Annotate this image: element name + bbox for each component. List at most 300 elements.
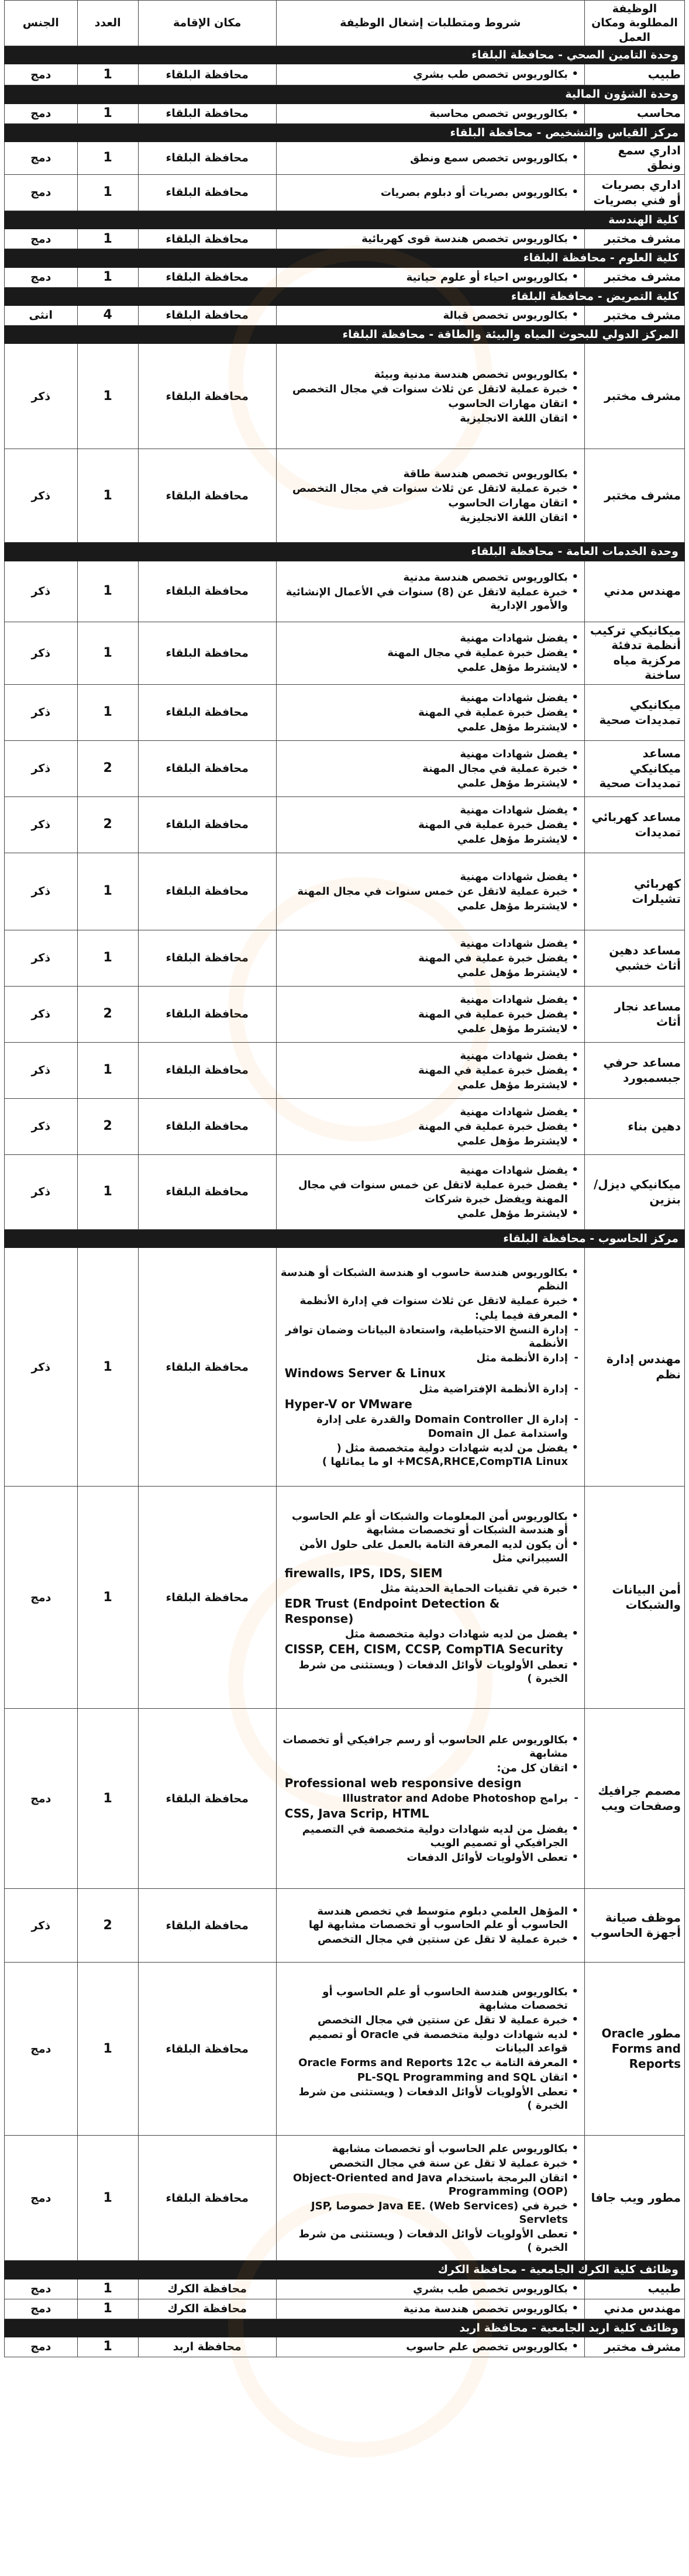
- job-requirements: [276, 142, 584, 174]
- vacancy-count: 1: [77, 1963, 138, 2136]
- requirement-item: • بكالوريوس هندسة الحاسوب أو علم الحاسوب أو تخصصات مشابهة: [280, 1985, 568, 2013]
- job-requirements: [276, 64, 584, 85]
- requirements-list: [280, 106, 581, 121]
- residence-place: محافظة البلقاء: [138, 229, 276, 249]
- jobs-table: [4, 0, 685, 2357]
- residence-place: محافظة البلقاء: [138, 1963, 276, 2136]
- requirements-list: [280, 67, 581, 82]
- job-row: [5, 1155, 685, 1230]
- job-requirements: [276, 104, 584, 123]
- job-row: [5, 2136, 685, 2261]
- requirements-list: [280, 1509, 581, 1687]
- requirement-item: • يفضل خبرة عملية في المهنة: [280, 818, 568, 832]
- requirement-item: • خبرة عملية لاتقل عن ثلاث سنوات في إدارة الأنظمة: [280, 1294, 568, 1308]
- section-title: مركز القياس والتشخيص - محافظة البلقاء: [5, 123, 685, 142]
- requirement-item: • لايشترط مؤهل علمي: [280, 832, 568, 847]
- job-requirements: [276, 1099, 584, 1155]
- job-requirements: [276, 1043, 584, 1099]
- job-row: [5, 622, 685, 684]
- job-row: [5, 1043, 685, 1099]
- requirement-item: • خبرة في Java EE. (Web Services) خصوصا JSP, Servlets: [280, 2199, 568, 2227]
- requirement-item: • لايشترط مؤهل علمي: [280, 776, 568, 791]
- section-header-row: [5, 1230, 685, 1248]
- vacancy-count: 2: [77, 987, 138, 1043]
- job-title: مساعد نجار أثاث: [584, 987, 684, 1043]
- requirement-item: • اتقان كل من:: [280, 1761, 568, 1775]
- job-row: [5, 142, 685, 174]
- requirement-item: • بكالوريوس تخصص هندسة مدنية وبيئة: [280, 367, 568, 382]
- requirement-item: • يفضل خبرة عملية في المهنة: [280, 1119, 568, 1134]
- vacancy-count: 1: [77, 229, 138, 249]
- vacancy-count: 1: [77, 930, 138, 987]
- job-title: مصمم جرافيك وصفحات ويب: [584, 1709, 684, 1889]
- vacancy-count: 1: [77, 267, 138, 287]
- job-row: [5, 685, 685, 741]
- requirements-list: [280, 1105, 581, 1149]
- gender: ذكر: [5, 685, 78, 741]
- job-title: موظف صيانة أجهزة الحاسوب: [584, 1889, 684, 1963]
- vacancy-count: 1: [77, 64, 138, 85]
- job-title: أمن البيانات والشبكات: [584, 1487, 684, 1709]
- job-requirements: [276, 797, 584, 853]
- requirement-item: • المعرفة فيما يلي:: [280, 1308, 568, 1323]
- residence-place: محافظة البلقاء: [138, 344, 276, 449]
- gender: ذكر: [5, 1043, 78, 1099]
- requirements-list: [280, 803, 581, 847]
- gender: دمج: [5, 1709, 78, 1889]
- requirement-item: • يفضل خبرة عملية في المهنة: [280, 1063, 568, 1078]
- job-requirements: [276, 1963, 584, 2136]
- section-header-row: [5, 287, 685, 305]
- requirement-item: • يفضل شهادات مهنية: [280, 747, 568, 761]
- section-title: وظائف كلية اربد الجامعية - محافظة اربد: [5, 2319, 685, 2337]
- vacancy-count: 1: [77, 1155, 138, 1230]
- requirement-item: • المعرفة التامة ب Oracle Forms and Reports 12c: [280, 2056, 568, 2070]
- gender: دمج: [5, 2136, 78, 2261]
- requirement-item: Windows Server & Linux: [284, 1366, 446, 1381]
- section-title: مركز الحاسوب - محافظة البلقاء: [5, 1230, 685, 1248]
- job-requirements: [276, 561, 584, 622]
- vacancy-count: 4: [77, 306, 138, 326]
- job-title: مطور Oracle Forms and Reports: [584, 1963, 684, 2136]
- requirement-item: • بكالوريوس تخصص هندسة مدنية: [280, 2302, 568, 2316]
- requirement-item: • تعطى الأولويات لأوائل الدفعات: [280, 1850, 568, 1865]
- job-requirements: [276, 175, 584, 211]
- section-title: وحدة الخدمات العامة - محافظة البلقاء: [5, 543, 685, 561]
- requirement-item: Hyper-V or VMware: [284, 1396, 412, 1411]
- requirement-item: • اتقان مهارات الحاسوب: [280, 496, 568, 511]
- job-row: [5, 64, 685, 85]
- job-row: [5, 987, 685, 1043]
- requirement-item: • بكالوريوس تخصص قبالة: [280, 308, 568, 323]
- job-title: مشرف مختبر: [584, 229, 684, 249]
- job-requirements: [276, 685, 584, 741]
- job-row: [5, 2279, 685, 2299]
- requirement-item: - إدارة الأنظمة الإفتراضية مثل: [280, 1382, 568, 1396]
- job-requirements: [276, 2279, 584, 2299]
- job-row: [5, 306, 685, 326]
- vacancy-count: 1: [77, 853, 138, 930]
- section-title: وظائف كلية الكرك الجامعية - محافظة الكرك: [5, 2261, 685, 2279]
- job-row: [5, 1963, 685, 2136]
- vacancy-count: 2: [77, 1889, 138, 1963]
- job-title: مشرف مختبر: [584, 2337, 684, 2357]
- requirement-item: • يفضل شهادات مهنية: [280, 1105, 568, 1119]
- requirement-item: • يفضل خبرة عملية في المهنة: [280, 1007, 568, 1022]
- requirement-item: • بكالوريوس تخصص هندسة مدنية: [280, 570, 568, 585]
- job-requirements: [276, 1487, 584, 1709]
- residence-place: محافظة البلقاء: [138, 2136, 276, 2261]
- requirements-list: [280, 691, 581, 734]
- residence-place: محافظة البلقاء: [138, 1155, 276, 1230]
- job-title: مشرف مختبر: [584, 449, 684, 543]
- requirement-item: - إدارة ال Domain Controller والقدرة على إدارة واستدامة عمل ال Domain: [280, 1412, 568, 1440]
- residence-place: محافظة البلقاء: [138, 1248, 276, 1487]
- gender: ذكر: [5, 344, 78, 449]
- requirement-item: • خبرة عملية لاتقل عن ثلاث سنوات في مجال التخصص: [280, 382, 568, 396]
- requirement-item: • بكالوريوس تخصص سمع ونطق: [280, 151, 568, 165]
- requirements-list: [280, 992, 581, 1036]
- gender: ذكر: [5, 987, 78, 1043]
- gender: ذكر: [5, 930, 78, 987]
- section-title: كلية التمريض - محافظة البلقاء: [5, 287, 685, 305]
- requirement-item: • بكالوريوس تخصص محاسبة: [280, 106, 568, 121]
- requirement-item: - إدارة الأنظمة مثل: [280, 1351, 568, 1365]
- requirement-item: • لايشترط مؤهل علمي: [280, 1078, 568, 1092]
- job-row: [5, 1709, 685, 1889]
- gender: ذكر: [5, 853, 78, 930]
- requirement-item: • خبرة عملية لا تقل عن سنة في مجال التخصص: [280, 2156, 568, 2171]
- requirement-item: • بكالوريوس احياء أو علوم حياتية: [280, 270, 568, 285]
- requirement-item: • اتقان البرمجة باستخدام Object-Oriented and Java Programming (OOP): [280, 2171, 568, 2199]
- requirement-item: • خبرة عملية في مجال المهنة: [280, 761, 568, 776]
- residence-place: محافظة البلقاء: [138, 561, 276, 622]
- job-requirements: [276, 930, 584, 987]
- jobs-body: [5, 46, 685, 2357]
- requirement-item: • لايشترط مؤهل علمي: [280, 1206, 568, 1221]
- requirement-item: • اتقان PL-SQL Programming and SQL: [280, 2070, 568, 2085]
- vacancy-count: 1: [77, 685, 138, 741]
- job-title: ميكانيكي ديزل/ بنزين: [584, 1155, 684, 1230]
- job-title: طبيب: [584, 64, 684, 85]
- requirements-list: [280, 747, 581, 791]
- section-header-row: [5, 211, 685, 229]
- residence-place: محافظة البلقاء: [138, 1889, 276, 1963]
- header-gender: الجنس: [5, 1, 78, 46]
- job-row: [5, 2337, 685, 2357]
- job-row: [5, 449, 685, 543]
- requirements-list: [280, 232, 581, 246]
- gender: دمج: [5, 175, 78, 211]
- vacancy-count: 1: [77, 104, 138, 123]
- vacancy-count: 1: [77, 449, 138, 543]
- requirements-list: [280, 308, 581, 323]
- gender: ذكر: [5, 449, 78, 543]
- header-job: الوظيفة المطلوبة ومكان العمل: [584, 1, 684, 46]
- requirement-item: • بكالوريوس تخصص هندسة طاقة: [280, 467, 568, 481]
- section-header-row: [5, 46, 685, 64]
- job-requirements: [276, 229, 584, 249]
- requirement-item: • بكالوريوس هندسة حاسوب او هندسة الشبكات أو هندسة النظم: [280, 1265, 568, 1294]
- job-requirements: [276, 449, 584, 543]
- residence-place: محافظة البلقاء: [138, 930, 276, 987]
- requirements-list: [280, 1985, 581, 2113]
- gender: ذكر: [5, 797, 78, 853]
- requirement-item: • تعطى الأولويات لأوائل الدفعات ( ويستثنى من شرط الخبرة ): [280, 2085, 568, 2113]
- requirements-list: [280, 870, 581, 913]
- gender: دمج: [5, 229, 78, 249]
- residence-place: محافظة البلقاء: [138, 741, 276, 797]
- requirement-item: - برامج Illustrator and Adobe Photoshop: [280, 1791, 568, 1806]
- requirements-list: [280, 1733, 581, 1865]
- residence-place: محافظة البلقاء: [138, 64, 276, 85]
- residence-place: محافظة البلقاء: [138, 1099, 276, 1155]
- requirement-item: • المؤهل العلمي دبلوم متوسط في تخصص هندسة الحاسوب أو علم الحاسوب أو تخصصات مشابهة لها: [280, 1904, 568, 1932]
- residence-place: محافظة البلقاء: [138, 175, 276, 211]
- requirement-item: Professional web responsive design: [284, 1775, 522, 1790]
- job-row: [5, 229, 685, 249]
- job-title: كهربائي تشيلرات: [584, 853, 684, 930]
- job-title: مشرف مختبر: [584, 306, 684, 326]
- job-title: مساعد دهين أثاث خشبي: [584, 930, 684, 987]
- gender: دمج: [5, 104, 78, 123]
- requirement-item: • خبرة في تقنيات الحماية الحديثة مثل: [280, 1581, 568, 1596]
- requirement-item: • تعطى الأولويات لأوائل الدفعات ( ويستثنى من شرط الخبرة ): [280, 2227, 568, 2255]
- requirements-list: [280, 270, 581, 285]
- job-row: [5, 741, 685, 797]
- job-title: مشرف مختبر: [584, 344, 684, 449]
- requirement-item: • بكالوريوس أمن المعلومات والشبكات أو علم الحاسوب أو هندسة الشبكات أو تخصصات مشابهة: [280, 1509, 568, 1537]
- job-requirements: [276, 306, 584, 326]
- requirement-item: EDR Trust (Endpoint Detection & Response): [284, 1596, 500, 1626]
- vacancy-count: 1: [77, 344, 138, 449]
- job-requirements: [276, 1155, 584, 1230]
- job-requirements: [276, 1709, 584, 1889]
- job-row: [5, 1099, 685, 1155]
- job-row: [5, 1248, 685, 1487]
- job-requirements: [276, 1889, 584, 1963]
- job-title: مشرف مختبر: [584, 267, 684, 287]
- residence-place: محافظة الكرك: [138, 2279, 276, 2299]
- requirement-item: • يفضل شهادات مهنية: [280, 870, 568, 884]
- section-header-row: [5, 123, 685, 142]
- job-row: [5, 2299, 685, 2319]
- requirement-item: • خبرة عملية لا تقل عن سنتين في مجال التخصص: [280, 1932, 568, 1947]
- requirement-item: • اتقان اللغة الانجليزية: [280, 411, 568, 426]
- requirement-item: • بكالوريوس بصريات أو دبلوم بصريات: [280, 185, 568, 200]
- requirement-item: • يفضل شهادات مهنية: [280, 691, 568, 705]
- vacancy-count: 1: [77, 622, 138, 684]
- section-title: المركز الدولي للبحوث المياه والبيئة والطاقة - محافظة البلقاء: [5, 326, 685, 344]
- residence-place: محافظة البلقاء: [138, 267, 276, 287]
- vacancy-count: 1: [77, 561, 138, 622]
- job-row: [5, 1487, 685, 1709]
- requirement-item: CSS, Java Scrip, HTML: [284, 1806, 429, 1821]
- job-row: [5, 267, 685, 287]
- vacancy-count: 1: [77, 2279, 138, 2299]
- requirement-item: • اتقان اللغة الانجليزية: [280, 511, 568, 525]
- vacancy-count: 2: [77, 741, 138, 797]
- job-row: [5, 344, 685, 449]
- requirement-item: • بكالوريوس علم الحاسوب أو تخصصات مشابهة: [280, 2142, 568, 2156]
- requirement-item: • يفضل من لديه شهادات دولية متخصصة مثل: [280, 1627, 568, 1642]
- requirement-item: • لديه شهادات دولية متخصصة في Oracle أو تصميم قواعد البيانات: [280, 2027, 568, 2056]
- job-title: مهندس مدني: [584, 561, 684, 622]
- residence-place: محافظة البلقاء: [138, 987, 276, 1043]
- requirements-list: [280, 1163, 581, 1220]
- header-count: العدد: [77, 1, 138, 46]
- requirements-list: [280, 2282, 581, 2296]
- job-row: [5, 1889, 685, 1963]
- vacancy-count: 2: [77, 797, 138, 853]
- residence-place: محافظة الكرك: [138, 2299, 276, 2319]
- vacancy-count: 1: [77, 1043, 138, 1099]
- vacancy-count: 2: [77, 1099, 138, 1155]
- vacancy-count: 1: [77, 2299, 138, 2319]
- residence-place: محافظة البلقاء: [138, 1709, 276, 1889]
- job-row: [5, 853, 685, 930]
- section-title: وحدة الشؤون المالية: [5, 85, 685, 104]
- gender: دمج: [5, 64, 78, 85]
- requirement-item: • لايشترط مؤهل علمي: [280, 720, 568, 734]
- job-title: ميكانيكي تركيب أنظمة تدفئة مركزية مياه ساخنة: [584, 622, 684, 684]
- job-title: اداري سمع ونطق: [584, 142, 684, 174]
- requirements-list: [280, 570, 581, 613]
- gender: ذكر: [5, 561, 78, 622]
- section-header-row: [5, 85, 685, 104]
- job-requirements: [276, 2337, 584, 2357]
- job-requirements: [276, 267, 584, 287]
- job-requirements: [276, 987, 584, 1043]
- residence-place: محافظة البلقاء: [138, 1043, 276, 1099]
- job-requirements: [276, 344, 584, 449]
- vacancy-count: 1: [77, 1487, 138, 1709]
- gender: دمج: [5, 2337, 78, 2357]
- requirements-list: [280, 936, 581, 980]
- job-title: مهندس إدارة نظم: [584, 1248, 684, 1487]
- job-title: مساعد ميكانيكي تمديدات صحية: [584, 741, 684, 797]
- requirements-list: [280, 367, 581, 426]
- section-title: وحدة التامين الصحي - محافظة البلقاء: [5, 46, 685, 64]
- requirement-item: firewalls, IPS, IDS, SIEM: [284, 1565, 443, 1580]
- requirements-list: [280, 467, 581, 525]
- gender: دمج: [5, 1487, 78, 1709]
- gender: دمج: [5, 1963, 78, 2136]
- residence-place: محافظة البلقاء: [138, 622, 276, 684]
- gender: دمج: [5, 2299, 78, 2319]
- job-requirements: [276, 853, 584, 930]
- job-row: [5, 175, 685, 211]
- requirement-item: • يفضل شهادات مهنية: [280, 631, 568, 646]
- residence-place: محافظة البلقاء: [138, 853, 276, 930]
- section-header-row: [5, 2261, 685, 2279]
- job-requirements: [276, 2299, 584, 2319]
- requirement-item: • خبرة عملية لاتقل عن ثلاث سنوات في مجال التخصص: [280, 481, 568, 496]
- requirements-list: [280, 1049, 581, 1092]
- requirements-list: [280, 185, 581, 200]
- requirements-list: [280, 2302, 581, 2316]
- vacancy-count: 1: [77, 2136, 138, 2261]
- residence-place: محافظة البلقاء: [138, 104, 276, 123]
- requirement-item: • يفضل خبرة عملية في المهنة: [280, 951, 568, 965]
- requirement-item: • يفضل شهادات مهنية: [280, 1049, 568, 1063]
- residence-place: محافظة البلقاء: [138, 1487, 276, 1709]
- job-row: [5, 561, 685, 622]
- job-requirements: [276, 1248, 584, 1487]
- requirements-list: [280, 151, 581, 165]
- job-title: مهندس مدني: [584, 2299, 684, 2319]
- requirements-list: [280, 631, 581, 675]
- section-header-row: [5, 543, 685, 561]
- vacancy-count: 1: [77, 1248, 138, 1487]
- vacancy-count: 1: [77, 1709, 138, 1889]
- job-title: اداري بصريات أو فني بصريات: [584, 175, 684, 211]
- requirement-item: • بكالوريوس تخصص علم حاسوب: [280, 2340, 568, 2354]
- gender: ذكر: [5, 1889, 78, 1963]
- requirement-item: • لايشترط مؤهل علمي: [280, 1134, 568, 1149]
- requirement-item: • خبرة عملية لاتقل عن خمس سنوات في مجال المهنة: [280, 884, 568, 899]
- requirement-item: • تعطى الأولويات لأوائل الدفعات ( ويستثنى من شرط الخبرة ): [280, 1658, 568, 1686]
- job-requirements: [276, 2136, 584, 2261]
- residence-place: محافظة البلقاء: [138, 449, 276, 543]
- section-title: كلية العلوم - محافظة البلقاء: [5, 249, 685, 267]
- requirement-item: • لايشترط مؤهل علمي: [280, 660, 568, 675]
- residence-place: محافظة اربد: [138, 2337, 276, 2357]
- requirement-item: • يفضل شهادات مهنية: [280, 992, 568, 1007]
- requirement-item: • يفضل خبرة عملية في المهنة: [280, 705, 568, 720]
- job-title: ميكانيكي تمديدات صحية: [584, 685, 684, 741]
- header-residence: مكان الإقامة: [138, 1, 276, 46]
- requirement-item: • خبرة عملية لا تقل عن سنتين في مجال التخصص: [280, 2013, 568, 2027]
- job-requirements: [276, 622, 584, 684]
- header-requirements: شروط ومتطلبات إشغال الوظيفة: [276, 1, 584, 46]
- requirement-item: • اتقان مهارات الحاسوب: [280, 396, 568, 411]
- job-title: مساعد حرفي جبسمبورد: [584, 1043, 684, 1099]
- section-title: كلية الهندسة: [5, 211, 685, 229]
- residence-place: محافظة البلقاء: [138, 306, 276, 326]
- job-row: [5, 930, 685, 987]
- requirement-item: • يفضل خبرة عملية لاتقل عن خمس سنوات في مجال المهنة ويفضل خبرة شركات: [280, 1178, 568, 1206]
- requirements-list: [280, 2340, 581, 2354]
- requirement-item: • بكالوريوس تخصص هندسة قوى كهربائية: [280, 232, 568, 246]
- requirement-item: • يفضل شهادات مهنية: [280, 936, 568, 951]
- requirement-item: • بكالوريوس تخصص طب بشري: [280, 2282, 568, 2296]
- gender: ذكر: [5, 1099, 78, 1155]
- requirement-item: • أن يكون لديه المعرفة التامة بالعمل على حلول الأمن السيبراني مثل: [280, 1537, 568, 1565]
- requirement-item: • يفضل شهادات مهنية: [280, 1163, 568, 1178]
- section-header-row: [5, 2319, 685, 2337]
- job-title: مطور ويب جافا: [584, 2136, 684, 2261]
- gender: دمج: [5, 267, 78, 287]
- gender: ذكر: [5, 622, 78, 684]
- residence-place: محافظة البلقاء: [138, 685, 276, 741]
- gender: ذكر: [5, 741, 78, 797]
- requirement-item: • يفضل من لديه شهادات دولية متخصصة مثل ( MCSA,RHCE,CompTIA Linux+ او ما يماثلها ): [280, 1441, 568, 1469]
- requirements-list: [280, 1265, 581, 1469]
- requirements-list: [280, 2142, 581, 2255]
- requirement-item: • بكالوريوس علم الحاسوب أو رسم جرافيكي أو تخصصات مشابهة: [280, 1733, 568, 1761]
- requirement-item: - إدارة النسخ الاحتياطية، واستعادة البيانات وضمان توافر الأنظمة: [280, 1323, 568, 1351]
- job-title: دهين بناء: [584, 1099, 684, 1155]
- requirement-item: • بكالوريوس تخصص طب بشري: [280, 67, 568, 82]
- job-title: طبيب: [584, 2279, 684, 2299]
- requirement-item: CISSP, CEH, CISM, CCSP, CompTIA Security: [284, 1642, 563, 1657]
- gender: دمج: [5, 142, 78, 174]
- requirement-item: • يفضل خبرة عملية في مجال المهنة: [280, 646, 568, 660]
- gender: انثى: [5, 306, 78, 326]
- vacancy-count: 1: [77, 175, 138, 211]
- residence-place: محافظة البلقاء: [138, 142, 276, 174]
